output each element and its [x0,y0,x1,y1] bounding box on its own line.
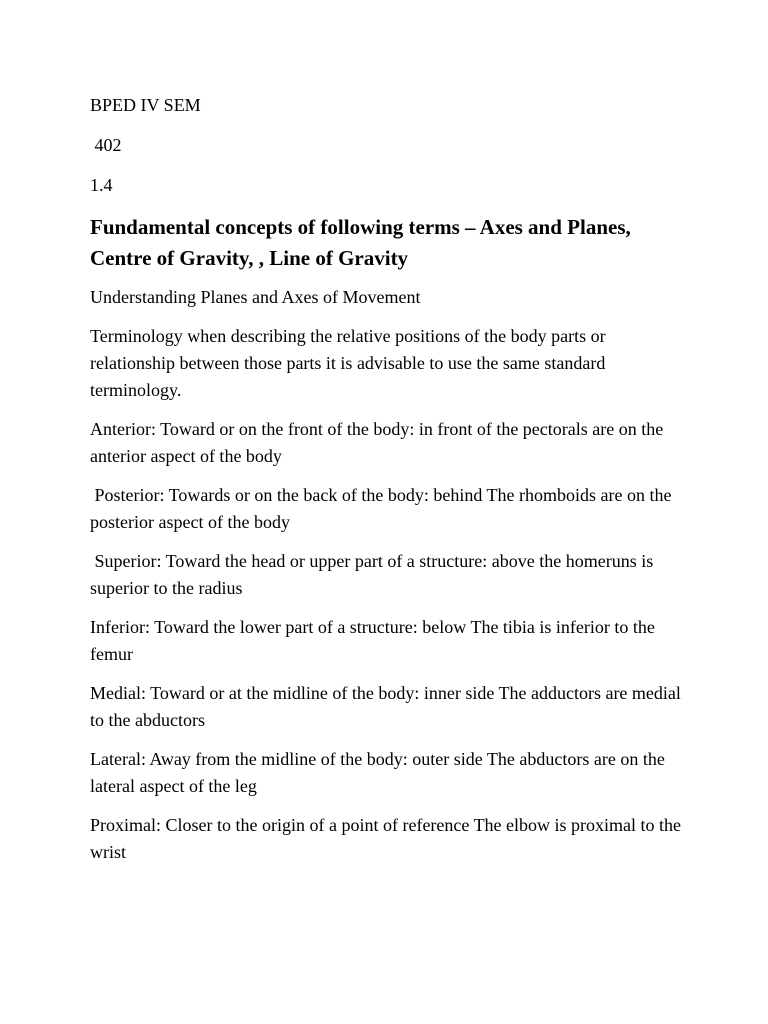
paragraph-anterior: Anterior: Toward or on the front of the body: in front of the pectorals are on the anterior aspect of the body [90,419,664,466]
document-body [90,92,685,878]
paragraph-superior: Superior: Toward the head or upper part of a structure: above the homeruns is superior to the radius [90,551,658,598]
paragraph-subtitle: Understanding Planes and Axes of Movement [90,287,421,307]
paragraph-terminology: Terminology when describing the relative positions of the body parts or relationship between those parts it is advisable to use the same standard terminology. [90,326,606,400]
paragraph-lateral: Lateral: Away from the midline of the body: outer side The abductors are on the lateral aspect of the leg [90,749,665,796]
paragraph-inferior: Inferior: Toward the lower part of a structure: below The tibia is inferior to the femur [90,617,655,664]
course-code: 402 [90,135,122,155]
document-heading: Fundamental concepts of following terms – Axes and Planes, Centre of Gravity, , Line of Gravity [90,215,631,270]
section-number: 1.4 [90,175,113,195]
paragraph-posterior: Posterior: Towards or on the back of the body: behind The rhomboids are on the posterior aspect of the body [90,485,676,532]
paragraph-proximal: Proximal: Closer to the origin of a point of reference The elbow is proximal to the wrist [90,815,682,862]
paragraph-medial: Medial: Toward or at the midline of the body: inner side The adductors are medial to the abductors [90,683,681,730]
course-label: BPED IV SEM [90,95,201,115]
